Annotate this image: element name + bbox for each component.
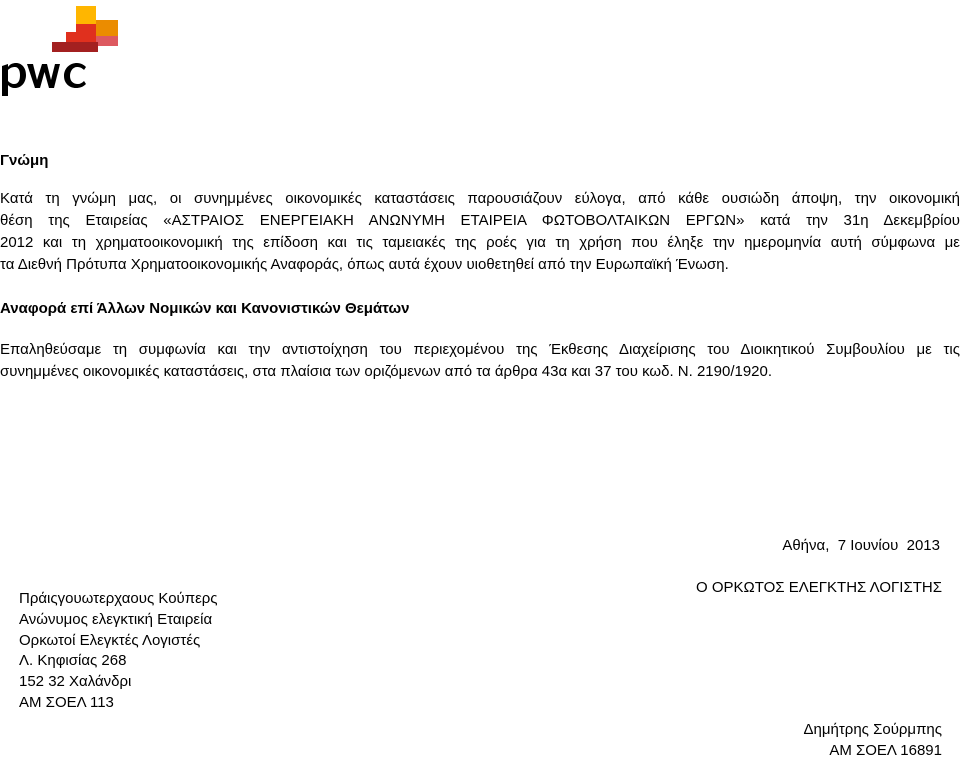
firm-city: 152 32 Χαλάνδρι	[19, 673, 132, 691]
firm-street: Λ. Κηφισίας 268	[19, 652, 127, 670]
logo-block-dark-red	[52, 42, 98, 52]
other-matters-line: Επαληθεύσαμε τη συμφωνία και την αντιστοίχηση του περιεχομένου της Έκθεσης Διαχείρισης του Διοικητικού Συμβουλίου με τις	[0, 341, 960, 358]
opinion-paragraph	[0, 188, 960, 276]
other-matters-paragraph	[0, 339, 960, 383]
pwc-logo-graphic	[0, 4, 122, 96]
firm-type: Ανώνυμος ελεγκτική Εταιρεία	[19, 610, 213, 628]
opinion-line: θέση της Εταιρείας «ΑΣΤΡΑΙΟΣ ΕΝΕΡΓΕΙΑΚΗ ΑΝΩΝΥΜΗ ΕΤΑΙΡΕΙΑ ΦΩΤΟΒΟΛΤΑΙΚΩΝ ΕΡΓΩΝ» κατά την 31η Δεκεμβρίου	[0, 212, 960, 229]
other-matters-line: συνημμένες οικονομικές καταστάσεις, στα πλαίσια των οριζόμενων από τα άρθρα 43α και 37 του κωδ. Ν. 2190/1920.	[0, 363, 773, 380]
other-matters-heading: Αναφορά επί Άλλων Νομικών και Κανονιστικών Θεμάτων	[0, 300, 410, 317]
firm-registration: ΑΜ ΣΟΕΛ 113	[19, 693, 114, 711]
signer-registration: ΑΜ ΣΟΕΛ 16891	[829, 741, 942, 759]
auditor-title: Ο ΟΡΚΩΤΟΣ ΕΛΕΓΚΤΗΣ ΛΟΓΙΣΤΗΣ	[696, 579, 942, 596]
firm-subtitle: Ορκωτοί Ελεγκτές Λογιστές	[19, 631, 201, 649]
opinion-line: Κατά τη γνώμη μας, οι συνημμένες οικονομικές καταστάσεις παρουσιάζουν εύλογα, από κάθε ουσιώδη άποψη, την οικονομική	[0, 190, 960, 207]
logo-block-pink	[96, 36, 118, 46]
signer-block	[804, 720, 942, 761]
report-date: Αθήνα, 7 Ιουνίου 2013	[782, 537, 940, 554]
opinion-heading: Γνώμη	[0, 152, 49, 169]
opinion-line: 2012 και τη χρηματοοικονομική της επίδοση και τις ταμειακές της ροές για τη χρήση που έληξε την ημερομηνία αυτή σύμφωνα με	[0, 234, 960, 251]
logo-wordmark	[2, 63, 86, 96]
opinion-line: τα Διεθνή Πρότυπα Χρηματοοικονομικής Αναφοράς, όπως αυτά έχουν υιοθετηθεί από την Ευρωπαϊκή Ένωση.	[0, 256, 729, 273]
logo-block-red	[76, 24, 96, 42]
signer-name: Δημήτρης Σούρμπης	[803, 721, 942, 738]
pwc-logo	[0, 4, 122, 96]
firm-name: Πράιςγουωτερχαους Κούπερς	[19, 590, 218, 607]
logo-block-red-small	[66, 32, 76, 42]
firm-address-block	[19, 589, 218, 714]
